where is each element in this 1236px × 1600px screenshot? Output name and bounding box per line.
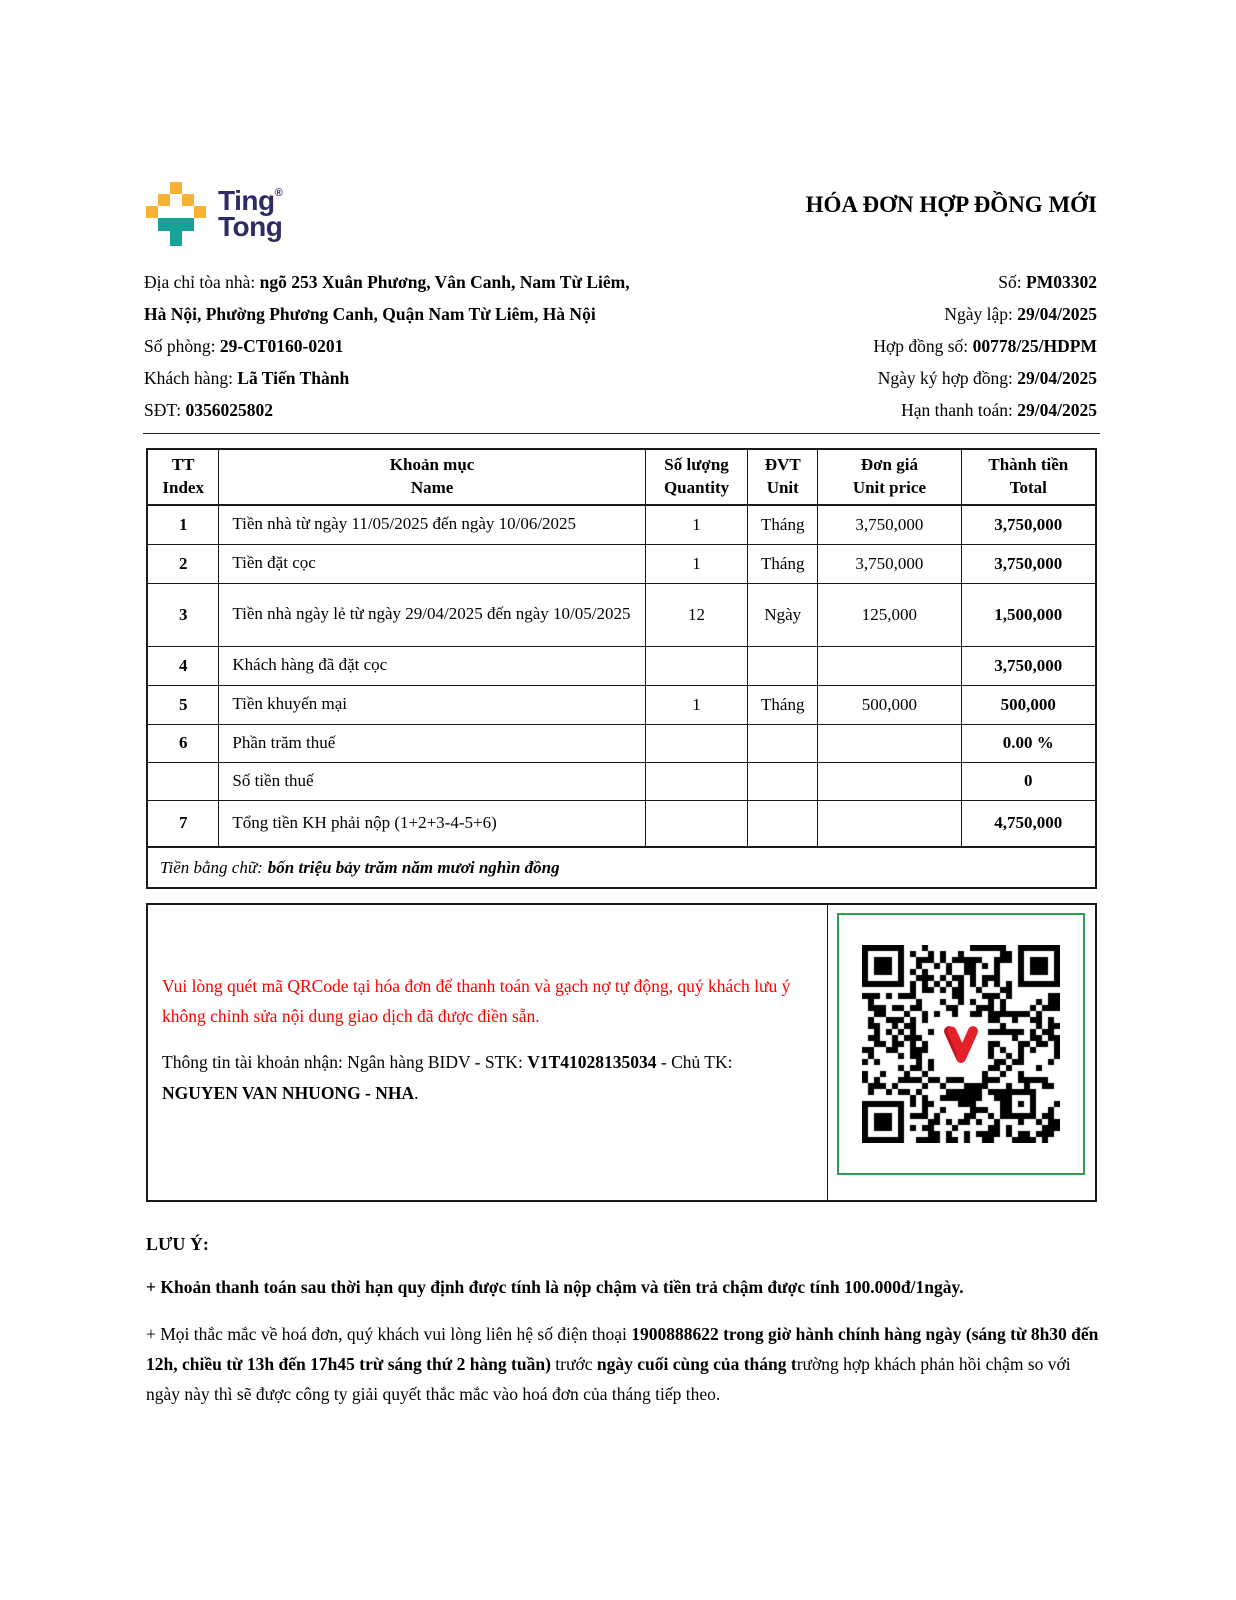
invoice-table-body	[147, 505, 1096, 847]
cell-unit	[748, 762, 818, 800]
cell-price	[818, 646, 961, 685]
payment-instructions	[148, 905, 828, 1200]
cell-unit: Ngày	[748, 583, 818, 646]
header-name: Khoản mục Name	[219, 449, 645, 505]
header-index: TT Index	[147, 449, 219, 505]
issue-date-line: Ngày lập: 29/04/2025	[944, 304, 1097, 324]
cell-idx: 2	[147, 544, 219, 583]
qr-code	[837, 913, 1085, 1175]
header-unit: ĐVT Unit	[748, 449, 818, 505]
room-number-line: Số phòng: 29-CT0160-0201	[144, 336, 344, 356]
tingtong-wordmark	[218, 184, 283, 242]
cell-price: 3,750,000	[818, 505, 961, 544]
table-row	[147, 800, 1096, 847]
cell-qty	[645, 800, 748, 847]
vietqr-v-icon	[939, 1022, 983, 1066]
table-row	[147, 505, 1096, 544]
sign-date-line: Ngày ký hợp đồng: 29/04/2025	[877, 368, 1097, 388]
header-unit-price: Đơn giá Unit price	[818, 449, 961, 505]
amount-in-words-value: bốn triệu bảy trăm năm mươi nghìn đồng	[267, 857, 560, 877]
late-payment-note: + Khoản thanh toán sau thời hạn quy định được tính là nộp chậm và tiền trả chậm được tính 100.000đ/1ngày.	[146, 1277, 964, 1297]
divider	[143, 433, 1100, 434]
amount-in-words-row	[146, 846, 1097, 889]
bank-account-text: Thông tin tài khoản nhận: Ngân hàng BIDV - STK: V1T41028135034 - Chủ TK: NGUYEN VAN NHUONG - NHA.	[162, 1052, 733, 1103]
cell-unit	[748, 724, 818, 762]
hotline-note: + Mọi thắc mắc về hoá đơn, quý khách vui lòng liên hệ số điện thoại 1900888622 trong giờ hành chính hàng ngày (sáng từ 8h30 đến 12h, chiều từ 13h đến 17h45 trừ sáng thứ 2 hàng tuần) trước ngày cuối cùng của tháng trường hợp khách phản hồi chậm so với ngày này thì sẽ được công ty giải quyết thắc mắc vào hoá đơn của tháng tiếp theo.	[146, 1324, 1099, 1404]
cell-total: 0	[961, 762, 1096, 800]
cell-total: 1,500,000	[961, 583, 1096, 646]
tingtong-logo	[146, 182, 283, 246]
header-quantity: Số lượng Quantity	[645, 449, 748, 505]
logo-text-tong: Tong	[218, 211, 283, 242]
cell-price	[818, 762, 961, 800]
cell-unit: Tháng	[748, 685, 818, 724]
contract-number-line: Hợp đồng số: 00778/25/HDPM	[873, 336, 1097, 356]
cell-idx: 7	[147, 800, 219, 847]
cell-total: 3,750,000	[961, 505, 1096, 544]
cell-name: Phần trăm thuế	[219, 724, 645, 762]
cell-price: 125,000	[818, 583, 961, 646]
table-row	[147, 544, 1096, 583]
phone-line: SĐT: 0356025802	[144, 400, 273, 420]
invoice-number-line: Số: PM03302	[998, 272, 1097, 292]
cell-idx	[147, 762, 219, 800]
cell-name: Số tiền thuế	[219, 762, 645, 800]
header-total: Thành tiền Total	[961, 449, 1096, 505]
cell-qty	[645, 762, 748, 800]
cell-idx: 5	[147, 685, 219, 724]
footer-notes	[146, 1234, 1099, 1409]
cell-total: 4,750,000	[961, 800, 1096, 847]
cell-unit: Tháng	[748, 505, 818, 544]
notes-heading: LƯU Ý:	[146, 1234, 209, 1254]
customer-line: Khách hàng: Lã Tiến Thành	[144, 368, 350, 388]
cell-name: Tiền khuyến mại	[219, 685, 645, 724]
tingtong-logo-icon	[146, 182, 206, 246]
address-line-2: Hà Nội, Phường Phương Canh, Quận Nam Từ Liêm, Hà Nội	[144, 304, 596, 324]
table-row	[147, 646, 1096, 685]
cell-qty: 1	[645, 544, 748, 583]
registered-mark: ®	[274, 186, 283, 199]
cell-name: Tiền đặt cọc	[219, 544, 645, 583]
cell-qty: 1	[645, 505, 748, 544]
cell-unit	[748, 646, 818, 685]
qr-warning-text: Vui lòng quét mã QRCode tại hóa đơn để thanh toán và gạch nợ tự động, quý khách lưu ý không chỉnh sửa nội dung giao dịch đã được điền sẵn.	[162, 976, 791, 1026]
cell-qty: 1	[645, 685, 748, 724]
table-row	[147, 583, 1096, 646]
building-info-block	[144, 266, 630, 426]
invoice-meta-block	[873, 266, 1097, 426]
invoice-table	[146, 448, 1097, 848]
cell-name: Tiền nhà từ ngày 11/05/2025 đến ngày 10/06/2025	[219, 505, 645, 544]
table-row	[147, 762, 1096, 800]
cell-price: 3,750,000	[818, 544, 961, 583]
cell-total: 500,000	[961, 685, 1096, 724]
table-row	[147, 685, 1096, 724]
due-date-line: Hạn thanh toán: 29/04/2025	[901, 400, 1097, 420]
cell-qty	[645, 646, 748, 685]
amount-in-words-label: Tiền bằng chữ:	[160, 857, 263, 877]
cell-total: 0.00 %	[961, 724, 1096, 762]
cell-name: Tổng tiền KH phải nộp (1+2+3-4-5+6)	[219, 800, 645, 847]
address-line-1: Địa chỉ tòa nhà: ngõ 253 Xuân Phương, Vân Canh, Nam Từ Liêm,	[144, 272, 630, 292]
cell-name: Khách hàng đã đặt cọc	[219, 646, 645, 685]
account-holder: NGUYEN VAN NHUONG - NHA	[162, 1083, 415, 1103]
cell-qty	[645, 724, 748, 762]
cell-total: 3,750,000	[961, 646, 1096, 685]
account-number: V1T41028135034	[527, 1052, 657, 1072]
cell-price	[818, 724, 961, 762]
cell-unit: Tháng	[748, 544, 818, 583]
logo-text-ting: Ting	[218, 184, 275, 216]
table-header-row	[147, 449, 1096, 505]
cell-idx: 1	[147, 505, 219, 544]
qr-code-cell	[828, 905, 1095, 1200]
cell-name: Tiền nhà ngày lẻ từ ngày 29/04/2025 đến ngày 10/05/2025	[219, 583, 645, 646]
cell-price	[818, 800, 961, 847]
cell-idx: 3	[147, 583, 219, 646]
page-title: HÓA ĐƠN HỢP ĐỒNG MỚI	[805, 192, 1097, 217]
cell-idx: 6	[147, 724, 219, 762]
table-row	[147, 724, 1096, 762]
payment-box	[146, 903, 1097, 1202]
cell-price: 500,000	[818, 685, 961, 724]
cell-total: 3,750,000	[961, 544, 1096, 583]
cell-unit	[748, 800, 818, 847]
cell-idx: 4	[147, 646, 219, 685]
cell-qty: 12	[645, 583, 748, 646]
